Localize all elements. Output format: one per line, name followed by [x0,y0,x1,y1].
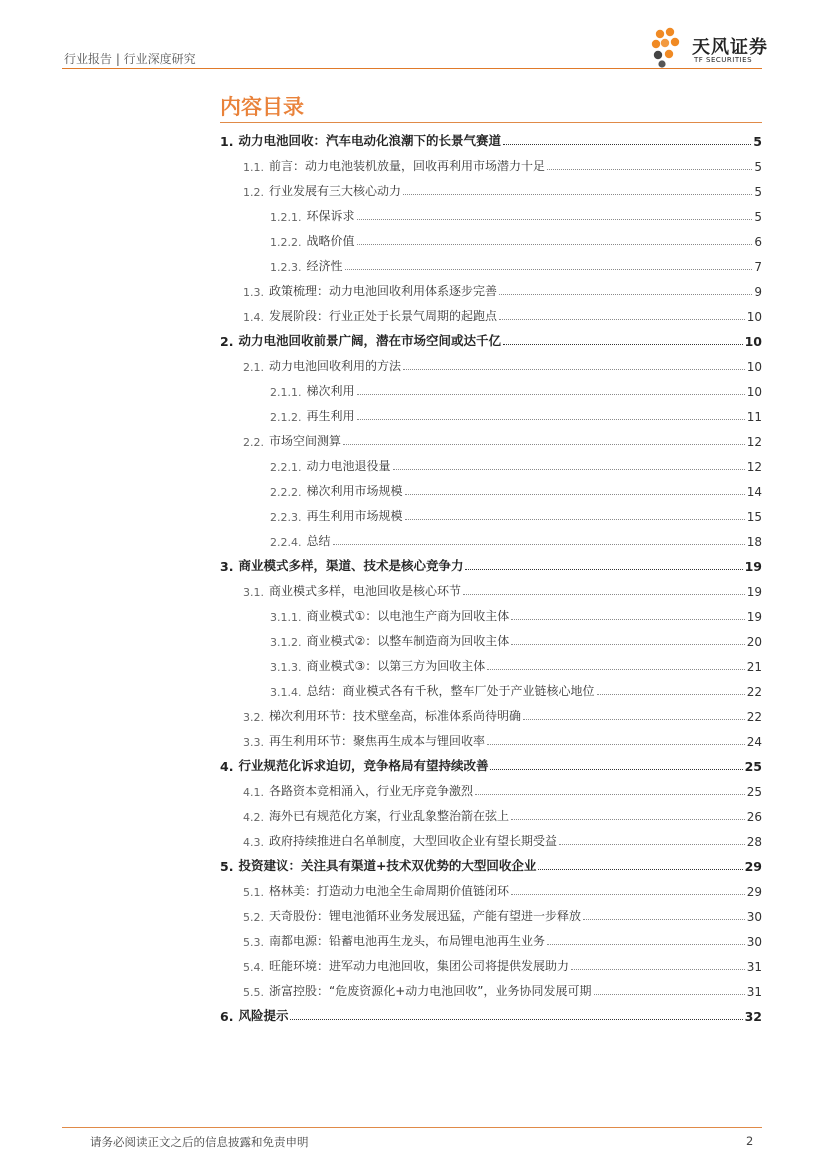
toc-dot-leader [583,919,745,920]
toc-dot-leader [503,344,743,345]
footer-divider [62,1127,762,1128]
toc-entry-number: 3.1.4. [270,686,302,699]
toc-entry-number: 3.1.2. [270,636,302,649]
toc-entry[interactable] [243,424,762,449]
toc-dot-leader [403,194,752,195]
toc-entry-number: 2.2. [243,436,264,449]
toc-entry-page: 25 [746,785,762,799]
toc-entry-page: 22 [746,685,762,699]
toc-entry-page: 10 [744,334,762,349]
toc-entry-page: 15 [746,510,762,524]
toc-entry-title: 总结 [306,534,331,548]
toc-entry-page: 22 [746,710,762,724]
toc-entry-number: 5.2. [243,911,264,924]
toc-entry-number: 5.3. [243,936,264,949]
toc-entry-title: 动力电池退役量 [306,459,391,473]
toc-dot-leader [405,519,745,520]
toc-entry-page: 28 [746,835,762,849]
toc-dot-leader [511,619,744,620]
toc-entry[interactable] [270,224,762,249]
header-divider [62,68,762,69]
toc-entry-number: 2.2.2. [270,486,302,499]
footer-disclaimer: 请务必阅读正文之后的信息披露和免责申明 [90,1135,309,1149]
flower-logo-icon [648,26,690,68]
toc-entry-title: 商业模式③：以第三方为回收主体 [306,659,486,673]
toc-dot-leader [333,544,745,545]
toc-entry-title: 环保诉求 [306,209,355,223]
toc-entry-number: 3.1.3. [270,661,302,674]
toc-title-divider [220,122,762,123]
toc-entry-number: 5.5. [243,986,264,999]
toc-entry[interactable] [243,874,762,899]
toc-dot-leader [403,369,745,370]
toc-entry[interactable] [243,949,762,974]
toc-entry-number: 1. [220,134,234,149]
toc-entry-title: 发展阶段：行业正处于长景气周期的起跑点 [269,309,498,323]
toc-entry-title: 政府持续推进白名单制度，大型回收企业有望长期受益 [269,834,558,848]
toc-dot-leader [343,444,745,445]
toc-entry-number: 5. [220,859,234,874]
toc-entry-title: 政策梳理：动力电池回收利用体系逐步完善 [269,284,498,298]
toc-entry-number: 4.3. [243,836,264,849]
toc-dot-leader [523,719,745,720]
toc-entry[interactable] [270,624,762,649]
toc-entry[interactable] [220,849,762,874]
toc-entry-title: 商业模式多样，电池回收是核心环节 [269,584,462,598]
toc-entry-number: 1.2.1. [270,211,302,224]
toc-entry-page: 26 [746,810,762,824]
toc-entry-title: 总结：商业模式各有千秋，整车厂处于产业链核心地位 [306,684,595,698]
toc-entry-title: 再生利用环节：聚焦再生成本与锂回收率 [269,734,486,748]
toc-dot-leader [357,394,745,395]
toc-entry-title: 动力电池回收前景广阔，潜在市场空间或达千亿 [238,333,501,348]
toc-entry-page: 14 [746,485,762,499]
toc-dot-leader [538,869,742,870]
toc-dot-leader [487,744,745,745]
toc-entry[interactable] [243,699,762,724]
toc-entry-title: 浙富控股：“危废资源化+动力电池回收”，业务协同发展可期 [269,984,592,998]
toc-entry-title: 旺能环境：进军动力电池回收，集团公司将提供发展助力 [269,959,570,973]
toc-entry[interactable] [270,674,762,699]
toc-entry-page: 5 [753,134,762,149]
toc-entry-title: 前言：动力电池装机放量，回收再利用市场潜力十足 [269,159,546,173]
toc-entry-title: 经济性 [306,259,343,273]
toc-entry-title: 梯次利用 [306,384,355,398]
toc-entry-title: 各路资本竞相涌入，行业无序竞争激烈 [269,784,474,798]
toc-entry[interactable] [243,299,762,324]
toc-entry-title: 动力电池回收利用的方法 [269,359,402,373]
toc-entry-title: 再生利用 [306,409,355,423]
toc-entry-title: 行业发展有三大核心动力 [269,184,402,198]
toc-dot-leader [511,894,745,895]
toc-entry-title: 商业模式①：以电池生产商为回收主体 [306,609,510,623]
toc-entry-number: 2. [220,334,234,349]
toc-entry-number: 4.1. [243,786,264,799]
toc-entry-title: 风险提示 [238,1008,289,1023]
toc-entry[interactable] [220,124,762,149]
company-logo [648,26,768,68]
toc-entry-page: 12 [746,435,762,449]
toc-entry-title: 梯次利用市场规模 [306,484,403,498]
toc-entry-number: 2.1. [243,361,264,374]
toc-entry-title: 市场空间测算 [269,434,342,448]
toc-entry[interactable] [243,724,762,749]
toc-entry-number: 2.2.3. [270,511,302,524]
toc-dot-leader [499,319,745,320]
toc-entry[interactable] [270,199,762,224]
toc-entry[interactable] [243,974,762,999]
toc-entry-page: 20 [746,635,762,649]
toc-dot-leader [547,944,745,945]
toc-entry-title: 投资建议：关注具有渠道+技术双优势的大型回收企业 [238,858,537,873]
toc-entry-number: 5.1. [243,886,264,899]
toc-entry-page: 12 [746,460,762,474]
toc-dot-leader [487,669,744,670]
toc-dot-leader [357,219,753,220]
toc-entry-title: 天奇股份：锂电池循环业务发展迅猛，产能有望进一步释放 [269,909,582,923]
toc-entry[interactable] [270,449,762,474]
logo-english-name: TF SECURITIES [694,56,753,64]
toc-entry[interactable] [243,924,762,949]
toc-entry-page: 10 [746,360,762,374]
toc-entry[interactable] [270,374,762,399]
toc-entry-number: 2.2.4. [270,536,302,549]
toc-dot-leader [559,844,745,845]
toc-entry-number: 1.2.2. [270,236,302,249]
toc-entry-number: 3.1. [243,586,264,599]
toc-entry[interactable] [270,599,762,624]
toc-dot-leader [357,244,753,245]
toc-dot-leader [594,994,745,995]
toc-entry-page: 19 [746,610,762,624]
toc-entry-number: 1.4. [243,311,264,324]
toc-entry-page: 30 [746,935,762,949]
toc-entry-title: 动力电池回收：汽车电动化浪潮下的长景气赛道 [238,133,501,148]
toc-entry-number: 1.2. [243,186,264,199]
toc-entry-title: 格林美：打造动力电池全生命周期价值链闭环 [269,884,510,898]
logo-chinese-name: 天风证券 [692,37,768,58]
toc-entry-title: 南都电源：铅蓄电池再生龙头，布局锂电池再生业务 [269,934,546,948]
toc-dot-leader [547,169,752,170]
toc-entry-title: 行业规范化诉求迫切，竞争格局有望持续改善 [238,758,489,773]
toc-entry-page: 10 [746,310,762,324]
toc-entry[interactable] [270,399,762,424]
toc-entry[interactable] [243,899,762,924]
toc-dot-leader [490,769,742,770]
toc-entry-title: 再生利用市场规模 [306,509,403,523]
toc-entry[interactable] [243,774,762,799]
toc-dot-leader [345,269,753,270]
toc-entry-title: 战略价值 [306,234,355,248]
toc-dot-leader [463,594,745,595]
toc-entry[interactable] [243,149,762,174]
toc-entry-number: 3. [220,559,234,574]
toc-entry-number: 5.4. [243,961,264,974]
toc-entry-number: 3.2. [243,711,264,724]
toc-entry-page: 21 [746,660,762,674]
toc-entry-number: 3.3. [243,736,264,749]
toc-entry-number: 2.1.2. [270,411,302,424]
toc-title: 内容目录 [220,95,304,119]
toc-entry-page: 29 [746,885,762,899]
toc-entry-page: 24 [746,735,762,749]
toc-entry-page: 18 [746,535,762,549]
toc-entry-page: 5 [754,160,762,174]
toc-entry[interactable] [243,274,762,299]
toc-dot-leader [597,694,745,695]
toc-entry[interactable] [220,749,762,774]
toc-entry[interactable] [220,999,762,1024]
toc-entry-title: 商业模式多样，渠道、技术是核心竞争力 [238,558,464,573]
toc-entry-title: 海外已有规范化方案，行业乱象整治箭在弦上 [269,809,510,823]
toc-entry-page: 19 [746,585,762,599]
toc-entry-number: 4.2. [243,811,264,824]
toc-dot-leader [393,469,745,470]
toc-dot-leader [511,819,745,820]
toc-entry[interactable] [243,574,762,599]
toc-entry-page: 19 [744,559,762,574]
toc-dot-leader [571,969,745,970]
toc-dot-leader [503,144,751,145]
toc-dot-leader [499,294,752,295]
toc-entry-page: 29 [744,859,762,874]
toc-entry-page: 7 [754,260,762,274]
toc-entry-title: 商业模式②：以整车制造商为回收主体 [306,634,510,648]
toc-dot-leader [405,494,745,495]
toc-entry[interactable] [243,824,762,849]
toc-entry-number: 2.2.1. [270,461,302,474]
toc-entry-page: 5 [754,210,762,224]
toc-entry-page: 32 [744,1009,762,1024]
toc-entry-page: 30 [746,910,762,924]
toc-entry-number: 3.1.1. [270,611,302,624]
toc-dot-leader [290,1019,742,1020]
footer-page-number: 2 [746,1134,754,1148]
toc-entry-number: 1.3. [243,286,264,299]
toc-entry[interactable] [220,549,762,574]
toc-entry[interactable] [270,524,762,549]
toc-entry-title: 梯次利用环节：技术壁垒高，标准体系尚待明确 [269,709,522,723]
toc-entry[interactable] [243,799,762,824]
toc-entry-number: 2.1.1. [270,386,302,399]
toc-dot-leader [475,794,745,795]
toc-entry-page: 31 [746,985,762,999]
toc-entry[interactable] [243,349,762,374]
toc-entry-page: 11 [746,410,762,424]
toc-entry[interactable] [243,174,762,199]
toc-entry-page: 25 [744,759,762,774]
toc-entry-number: 1.1. [243,161,264,174]
report-type-label: 行业报告 | 行业深度研究 [64,52,196,66]
toc-entry-page: 6 [754,235,762,249]
toc-entry-page: 10 [746,385,762,399]
toc-entry[interactable] [270,649,762,674]
toc-dot-leader [511,644,744,645]
toc-entry-page: 5 [754,185,762,199]
toc-dot-leader [357,419,745,420]
toc-entry[interactable] [270,474,762,499]
toc-entry-number: 4. [220,759,234,774]
toc-entry-page: 9 [754,285,762,299]
toc-entry[interactable] [220,324,762,349]
toc-entry[interactable] [270,249,762,274]
toc-entry-page: 31 [746,960,762,974]
toc-entry-number: 6. [220,1009,234,1024]
toc-dot-leader [465,569,742,570]
toc-entry[interactable] [270,499,762,524]
toc-entry-number: 1.2.3. [270,261,302,274]
